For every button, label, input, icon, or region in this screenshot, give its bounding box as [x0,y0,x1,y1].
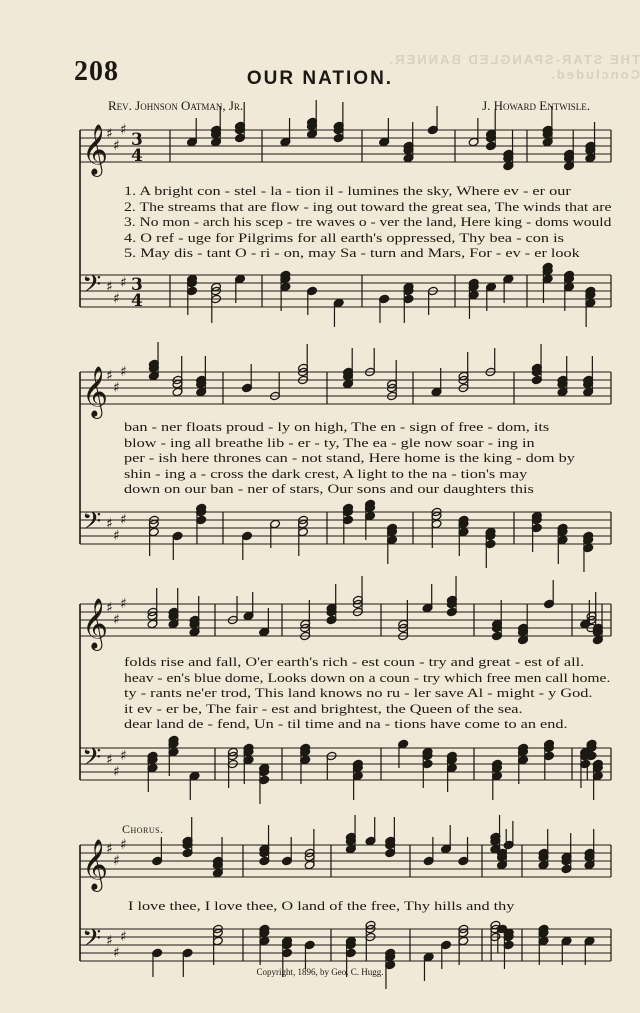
key-sharp-icon: ♯ [120,929,127,945]
key-sharp-icon: ♯ [113,291,120,307]
lyric-line: ty - rants ne'er trod, This land knows no ru - ler save Al - might - y God. [124,685,593,700]
bass-staff [80,270,611,311]
key-sharp-icon: ♯ [120,837,127,853]
treble-clef-icon: 𝄞 [82,598,109,649]
lyric-line: folds rise and fall, O'er earth's rich - est coun - try and great - est of all. [124,654,585,669]
treble-clef-icon: 𝄞 [82,839,109,890]
key-sharp-icon: ♯ [113,764,120,780]
author-credit: Rev. Johnson Oatman, Jr. [108,98,244,113]
key-sharp-icon: ♯ [120,748,127,764]
lyric-line: per - ish here thrones can - not stand, Here home is the king - dom by [124,450,575,465]
lyric-line: down on our ban - ner of stars, Our sons and our daughters this [124,481,534,496]
key-sharp-icon: ♯ [106,752,113,768]
key-sharp-icon: ♯ [120,364,127,380]
lyric-line: ban - ner floats proud - ly on high, The en - sign of free - dom, its [124,419,550,434]
treble-clef-icon: 𝄞 [82,124,109,175]
lyric-line: heav - en's blue dome, Looks down on a coun - try which free men call home. [124,669,611,685]
key-sharp-icon: ♯ [113,853,120,869]
lyric-line: 1. A bright con - stel - la - tion il - lumines the sky, Where ev - er our [124,183,571,198]
treble-staff [80,837,611,892]
copyright-notice: Copyright, 1896, by Geo. C. Hugg. [256,967,384,977]
lyric-line: blow - ing all breathe lib - er - ty, The ea - gle now soar - ing in [124,434,535,450]
key-sharp-icon: ♯ [113,380,120,396]
key-sharp-icon: ♯ [106,126,113,142]
composer-credit: J. Howard Entwisle. [482,98,590,113]
key-sharp-icon: ♯ [106,600,113,616]
time-signature-bottom: 4 [131,146,143,166]
bass-clef-icon: 𝄢 [82,270,102,305]
treble-staff [80,122,611,177]
key-sharp-icon: ♯ [120,512,127,528]
lyric-line: 2. The streams that are flow - ing out toward the great sea, The winds that are [124,198,612,214]
key-sharp-icon: ♯ [106,841,113,857]
treble-clef-icon: 𝄞 [82,366,109,417]
chorus-label: Chorus. [122,822,164,836]
lyric-line: 5. May dis - tant O - ri - on, may Sa - turn and Mars, For - ev - er look [124,245,580,260]
bass-staff [80,743,611,780]
bass-clef-icon: 𝄢 [82,924,102,959]
key-sharp-icon: ♯ [120,596,127,612]
key-sharp-icon: ♯ [106,933,113,949]
time-signature-bottom: 4 [131,291,143,311]
key-sharp-icon: ♯ [120,122,127,138]
key-sharp-icon: ♯ [113,945,120,961]
lyric-line: shin - ing a - cross the dark crest, A light to the na - tion's may [124,465,528,481]
lyric-line: dear land de - fend, Un - til time and na - tions have come to an end. [124,716,568,731]
key-sharp-icon: ♯ [106,516,113,532]
key-sharp-icon: ♯ [113,138,120,154]
lyric-line: 3. No mon - arch his scep - tre waves o - ver the land, Here king - doms would [124,214,612,229]
bass-clef-icon: 𝄢 [82,743,102,778]
lyric-line: 4. O ref - uge for Pilgrims for all earth's oppressed, Thy bea - con is [124,229,564,245]
hymn-title: OUR NATION. [246,68,394,89]
key-sharp-icon: ♯ [113,612,120,628]
lyric-line: I love thee, I love thee, O land of the free, Thy hills and thy [128,898,515,913]
key-sharp-icon: ♯ [106,368,113,384]
key-sharp-icon: ♯ [120,275,127,291]
time-signature-top: 3 [131,130,143,150]
treble-staff [80,596,611,651]
bleed-through-text: THE STAR-SPANGLED BANNER. Concluded. [387,52,640,82]
lyric-line: it ev - er be, The fair - est and brightest, the Queen of the sea. [124,700,523,716]
page-number: 208 [74,56,119,87]
time-signature-top: 3 [131,275,143,295]
key-sharp-icon: ♯ [106,279,113,295]
bass-clef-icon: 𝄢 [82,507,102,542]
key-sharp-icon: ♯ [113,528,120,544]
